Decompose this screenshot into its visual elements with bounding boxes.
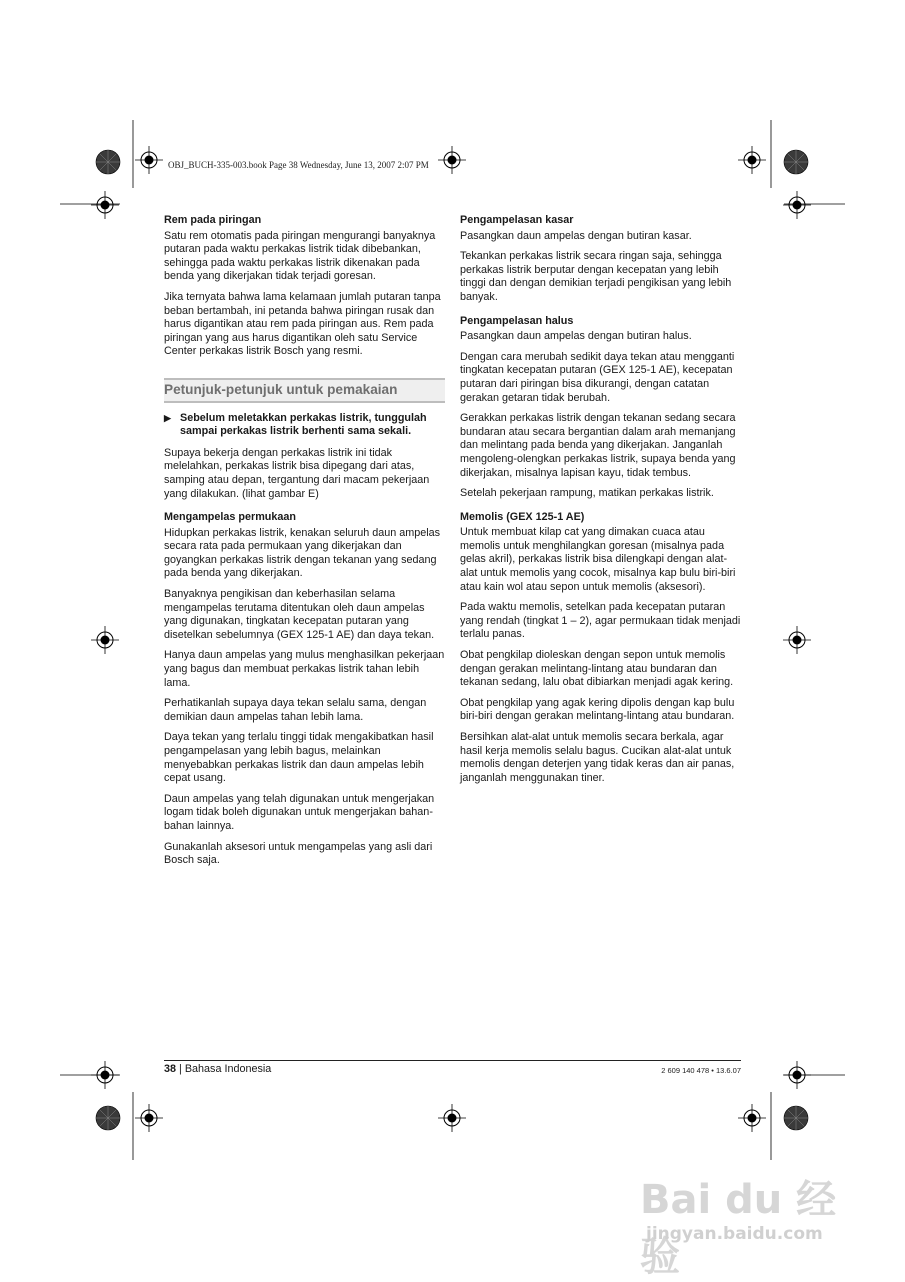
paragraph: Gerakkan perkakas listrik dengan tekanan sedang secara bundaran atau secara bergantian dalam arah memanjang dan melintang pada benda yang dikerjakan. Janganlah mengoleng-olengkan perkakas listrik, supaya benda yang dikerjakan, misalnya lapisan kayu, tidak tembus.: [460, 412, 736, 479]
paragraph: Pasangkan daun ampelas dengan butiran kasar.: [460, 229, 692, 242]
safety-note-text: Sebelum meletakkan perkakas listrik, tunggulah sampai perkakas listrik berhenti sama sekali.: [180, 411, 427, 438]
paragraph: Bersihkan alat-alat untuk memolis secara berkala, agar hasil kerja memolis selalu bagus. Cucikan alat-alat untuk memolis dengan deterjen yang tidak keras dan air panas, janganlah menggunakan tiner.: [460, 731, 735, 784]
paragraph: Tekankan perkakas listrik secara ringan saja, sehingga perkakas listrik berputar dengan kecepatan yang lebih tinggi dan dengan demikian terjadi pengikisan yang lebih banyak.: [460, 250, 732, 303]
page-number: 38: [164, 1063, 177, 1075]
section-title: Petunjuk-petunjuk untuk pemakaian: [164, 381, 398, 397]
page-slug: OBJ_BUCH-335-003.book Page 38 Wednesday, June 13, 2007 2:07 PM: [168, 160, 429, 170]
paragraph: Obat pengkilap dioleskan dengan sepon untuk memolis dengan gerakan melintang-lintang atau bundaran dan tekanan sedang, lalu obat dibiarkan menjadi agak kering.: [460, 649, 734, 689]
heading-mengampelas-permukaan: Mengampelas permukaan: [164, 511, 297, 524]
watermark-logo: Bai du 经验: [640, 1177, 837, 1280]
baidu-watermark: [640, 1150, 850, 1280]
paragraph: Gunakanlah aksesori untuk mengampelas yang asli dari Bosch saja.: [164, 840, 433, 867]
footer-code: 2 609 140 478 • 13.6.07: [661, 1066, 741, 1075]
footer-separator: |: [176, 1063, 185, 1075]
section-banner: [164, 378, 445, 403]
paragraph: Dengan cara merubah sedikit daya tekan atau mengganti tingkatan kecepatan putaran (GEX 125-1 AE), kecepatan putaran dari piringan bisa dikurangi, dengan catatan gerakan getaran tidak berubah.: [460, 350, 735, 404]
triangle-bullet-icon: ▶: [164, 412, 171, 423]
safety-note: [164, 412, 445, 439]
paragraph: Pasangkan daun ampelas dengan butiran halus.: [460, 330, 692, 343]
paragraph: Satu rem otomatis pada piringan mengurangi banyaknya putaran pada waktu perkakas listrik tidak dibebankan, sehingga pada waktu perkakas listrik dikenakan pada benda yang dikerjakan tidak terjadi goresan.: [164, 229, 436, 283]
right-column: [460, 214, 742, 792]
watermark-url: jingyan.baidu.com: [646, 1224, 823, 1244]
paragraph: Untuk membuat kilap cat yang dimakan cuaca atau memolis untuk menghilangkan goresan (misalnya pada gelas akril), perkakas listrik bisa dilengkapi dengan alat-alat untuk memolis yang cocok, misalnya kap bulu biri-biri atau kain wol atau sepon untuk memolis (aksesori).: [460, 526, 736, 593]
paragraph: Daun ampelas yang telah digunakan untuk mengerjakan logam tidak boleh digunakan untuk mengerjakan bahan-bahan lainnya.: [164, 792, 435, 832]
footer-rule: [164, 1060, 741, 1061]
heading-memolis: Memolis (GEX 125-1 AE): [460, 510, 585, 523]
paragraph: Daya tekan yang terlalu tinggi tidak mengakibatkan hasil pengampelasan yang lebih bagus, melainkan menyebabkan perkakas listrik dan daun ampelas lebih cepat usang.: [164, 731, 434, 785]
paragraph: Supaya bekerja dengan perkakas listrik ini tidak melelahkan, perkakas listrik bisa dipegang dari atas, samping atau depan, tergantung dari macam pekerjaan yang dilakukan. (lihat gambar E): [164, 446, 430, 500]
heading-pengampelasan-halus: Pengampelasan halus: [460, 314, 574, 327]
paragraph: Banyaknya pengikisan dan keberhasilan selama mengampelas terutama ditentukan oleh daun ampelas yang digunakan, tingkatan kecepatan putaran yang disetelkan sebelumnya (GEX 125-1 AE) dan daya tekan.: [164, 588, 435, 641]
left-column: [164, 214, 445, 875]
paragraph: Jika ternyata bahwa lama kelamaan jumlah putaran tanpa beban bertambah, ini petanda bahwa piringan rusak dan harus digantikan atau rem pada piringan aus. Rem pada piringan yang aus harus digantikan oleh satu Service Center perkakas listrik Bosch yang resmi.: [164, 290, 441, 358]
footer-language: Bahasa Indonesia: [184, 1063, 272, 1075]
footer-page-label: [164, 1063, 271, 1075]
paragraph: Hanya daun ampelas yang mulus menghasilkan pekerjaan yang bagus dan membuat perkakas listrik tahan lebih lama.: [164, 649, 445, 689]
paragraph: Pada waktu memolis, setelkan pada kecepatan putaran yang rendah (tingkat 1 – 2), agar permukaan tidak menjadi terlalu panas.: [460, 601, 741, 641]
paragraph: Hidupkan perkakas listrik, kenakan seluruh daun ampelas secara rata pada permukaan yang dikerjakan dan goyangkan perkakas listrik dengan tekanan yang sedang pada benda yang dikerjakan.: [164, 526, 441, 580]
paragraph: Perhatikanlah supaya daya tekan selalu sama, dengan demikian daun ampelas tahan lebih lama.: [164, 697, 427, 723]
heading-pengampelasan-kasar: Pengampelasan kasar: [460, 214, 574, 226]
paragraph: Obat pengkilap yang agak kering dipolis dengan kap bulu biri-biri dengan gerakan melintang-lintang atau bundaran.: [460, 696, 735, 723]
heading-rem-piringan: Rem pada piringan: [164, 214, 262, 226]
paragraph: Setelah pekerjaan rampung, matikan perkakas listrik.: [460, 487, 714, 500]
